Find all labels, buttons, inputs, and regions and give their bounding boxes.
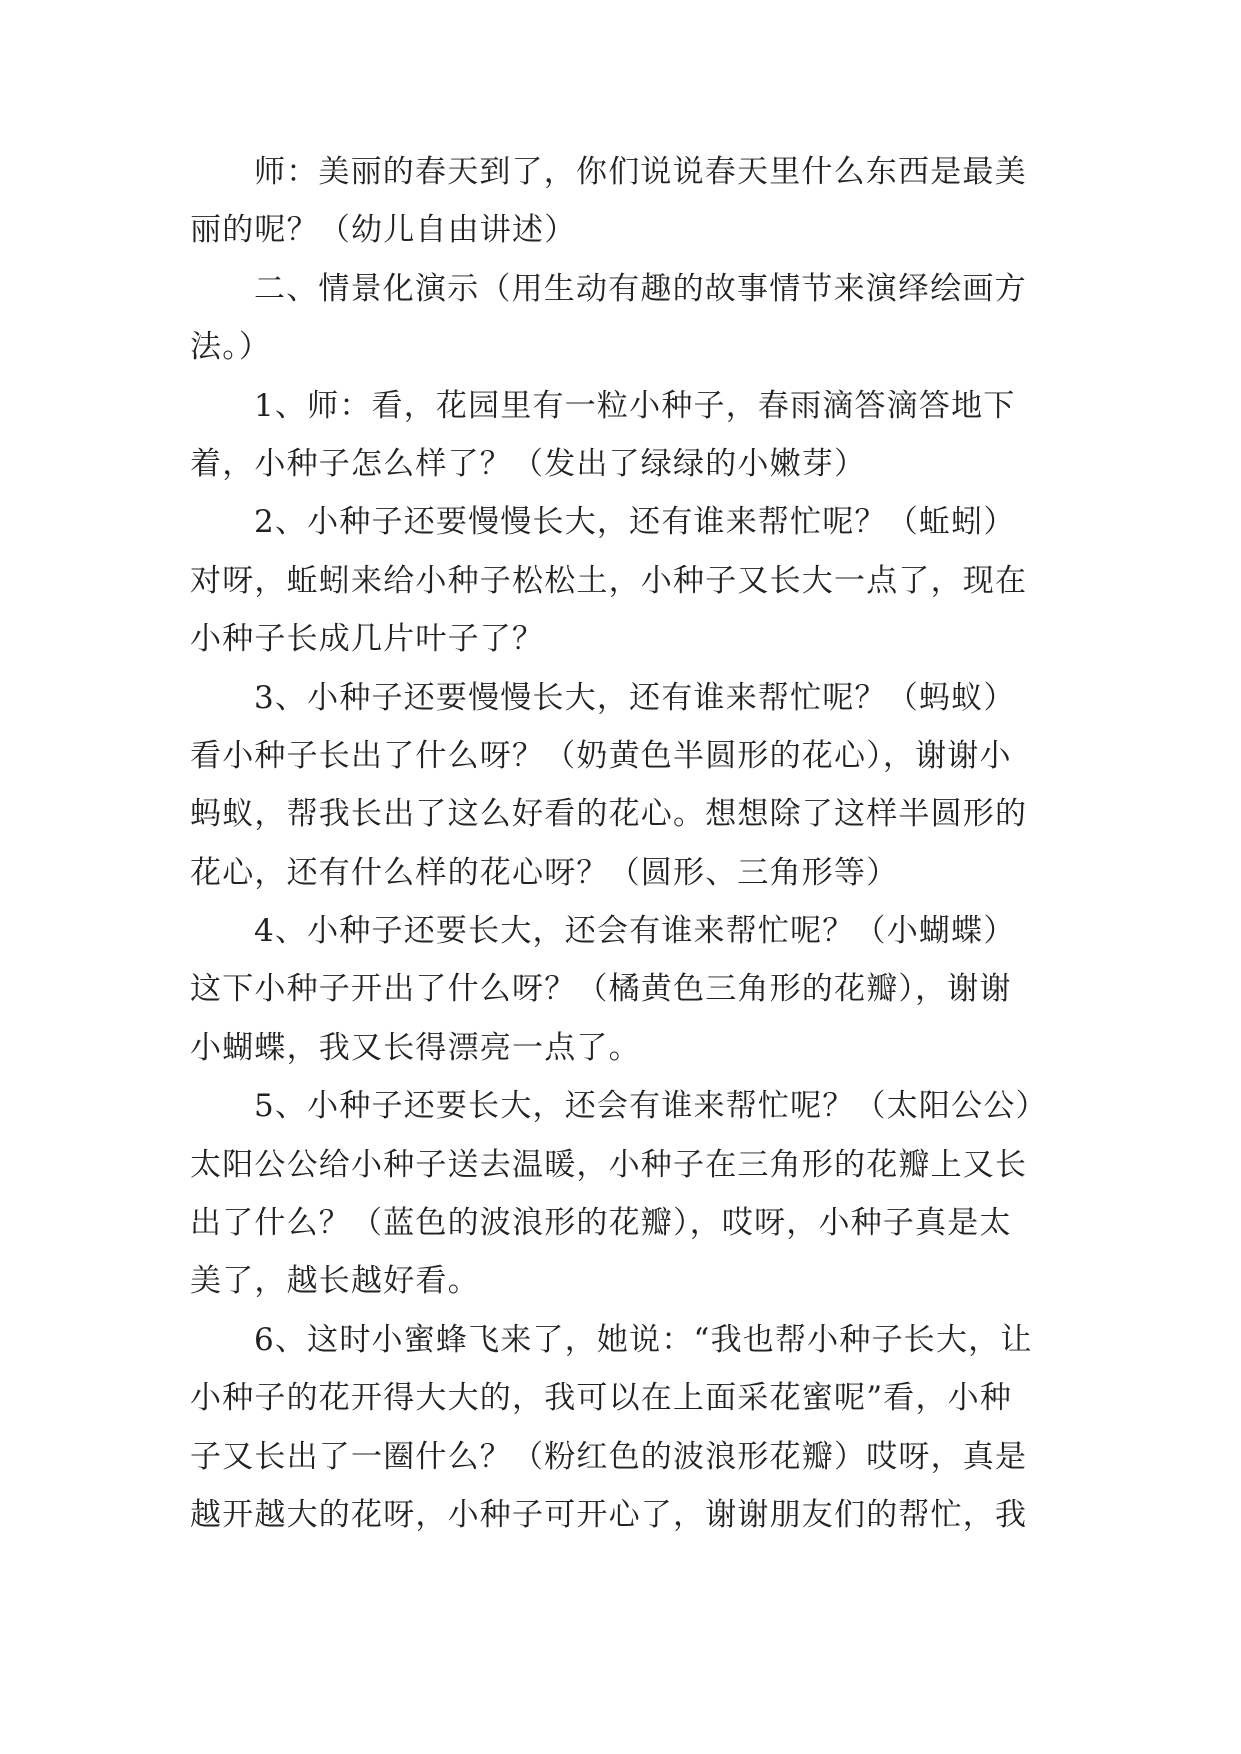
step-5-line: 5、小种子还要长大，还会有谁来帮忙呢？（太阳公公） <box>254 1088 1048 1125</box>
paragraph-line: 丽的呢？（幼儿自由讲述） <box>190 212 577 249</box>
step-6-line: 小种子的花开得大大的，我可以在上面采花蜜呢”看，小种 <box>190 1380 1013 1417</box>
step-2-line: 小种子长成几片叶子了？ <box>190 621 545 658</box>
step-4-line: 4、小种子还要长大，还会有谁来帮忙呢？（小蝴蝶） <box>254 913 1016 950</box>
paragraph-line: 师：美丽的春天到了，你们说说春天里什么东西是最美 <box>254 154 1027 190</box>
step-3-line: 蚂蚁，帮我长出了这么好看的花心。想想除了这样半圆形的 <box>190 796 1028 833</box>
step-5-line: 美了，越长越好看。 <box>190 1263 480 1300</box>
step-2-line: 对呀，蚯蚓来给小种子松松土，小种子又长大一点了，现在 <box>190 562 1028 599</box>
step-1-line: 1、师：看，花园里有一粒小种子，春雨滴答滴答地下 <box>254 387 1016 424</box>
step-3-line: 花心，还有什么样的花心呀？（圆形、三角形等） <box>190 854 899 891</box>
step-6-line: 越开越大的花呀，小种子可开心了，谢谢朋友们的帮忙，我 <box>190 1496 1028 1533</box>
step-6-line: 子又长出了一圈什么？（粉红色的波浪形花瓣）哎呀，真是 <box>190 1438 1028 1475</box>
step-5-line: 太阳公公给小种子送去温暖，小种子在三角形的花瓣上又长 <box>190 1146 1028 1183</box>
step-3-line: 看小种子长出了什么呀？（奶黄色半圆形的花心），谢谢小 <box>190 737 1012 774</box>
step-4-line: 这下小种子开出了什么呀？（橘黄色三角形的花瓣），谢谢 <box>190 971 1012 1008</box>
step-3-line: 3、小种子还要慢慢长大，还有谁来帮忙呢？（蚂蚁） <box>254 679 1016 716</box>
section-heading-line: 二、情景化演示（用生动有趣的故事情节来演绎绘画方 <box>254 270 1027 307</box>
step-6-line: 6、这时小蜜蜂飞来了，她说：“我也帮小种子长大，让 <box>254 1321 1033 1358</box>
document-body <box>190 143 1066 1544</box>
step-2-line: 2、小种子还要慢慢长大，还有谁来帮忙呢？（蚯蚓） <box>254 504 1016 541</box>
section-heading-line: 法。） <box>190 329 272 366</box>
step-4-line: 小蝴蝶，我又长得漂亮一点了。 <box>190 1029 641 1066</box>
step-5-line: 出了什么？（蓝色的波浪形的花瓣），哎呀，小种子真是太 <box>190 1205 1012 1242</box>
step-1-line: 着，小种子怎么样了？（发出了绿绿的小嫩芽） <box>190 445 867 482</box>
